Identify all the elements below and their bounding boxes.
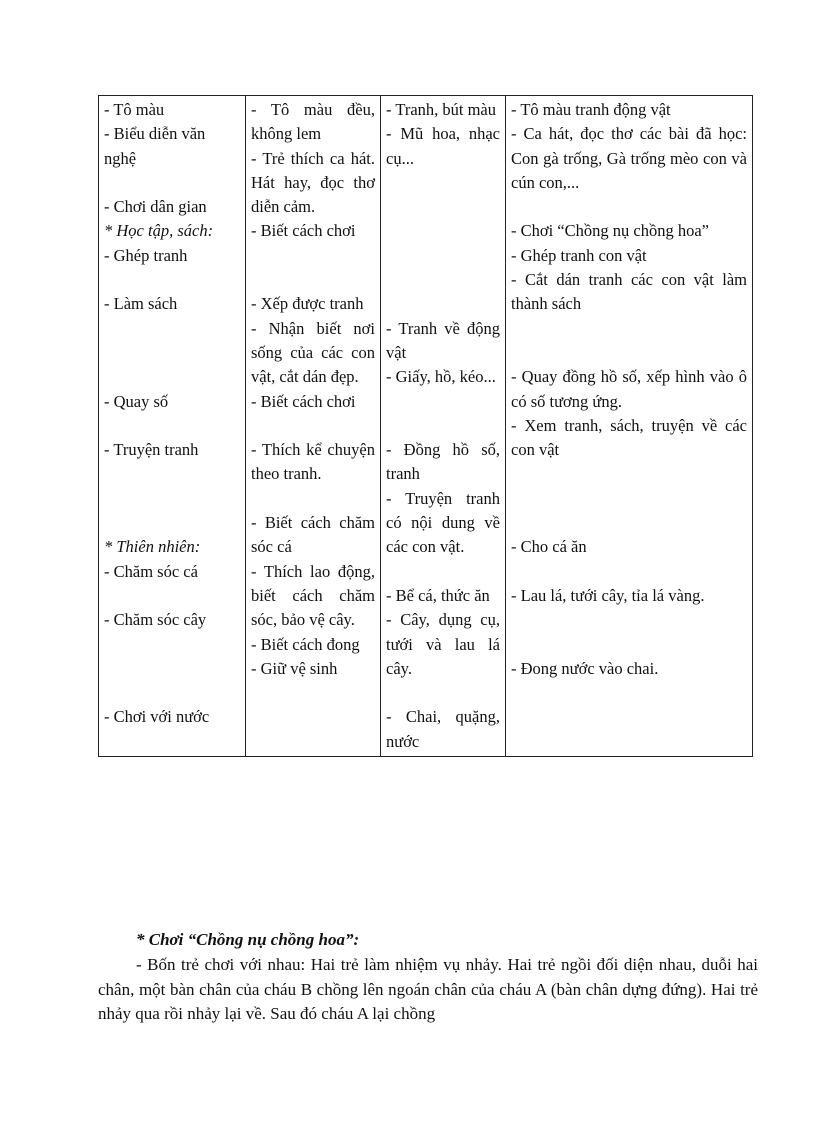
material-item: - Bể cá, thức ăn: [386, 585, 490, 605]
content-item: - Xem tranh, sách, truyện về các con vật: [511, 415, 747, 460]
activity-item: - Biểu diễn văn nghệ: [104, 124, 206, 168]
section-label: * Thiên nhiên:: [104, 537, 201, 557]
content-item: - Lau lá, tưới cây, tỉa lá vàng.: [511, 585, 705, 605]
goal-item: - Tô màu đều, không lem: [251, 100, 375, 144]
content-item: - Quay đồng hồ số, xếp hình vào ô có số tương ứng.: [511, 367, 747, 411]
section-label: * Học tập, sách:: [104, 221, 214, 241]
material-item: - Mũ hoa, nhạc cụ...: [386, 124, 500, 168]
goal-item: - Biết cách chơi: [251, 391, 356, 411]
goal-item: - Giữ vệ sinh: [251, 658, 338, 678]
material-item: - Cây, dụng cụ, tưới và lau lá cây.: [386, 610, 500, 678]
game-heading: * Chơi “Chồng nụ chồng hoa”:: [136, 930, 360, 949]
goal-item: - Trẻ thích ca hát. Hát hay, đọc thơ diễn cảm.: [251, 148, 375, 217]
material-item: - Đồng hồ số, tranh: [386, 440, 500, 484]
activity-item: - Làm sách: [104, 294, 178, 314]
content-item: - Đong nước vào chai.: [511, 658, 659, 678]
content-item: - Cắt dán tranh các con vật làm thành sách: [511, 270, 747, 314]
content-column: [506, 96, 753, 757]
activity-item: - Truyện tranh: [104, 440, 199, 460]
activity-item: - Tô màu: [104, 100, 165, 119]
goal-item: - Thích lao động, biết cách chăm sóc, bảo vệ cây.: [251, 561, 375, 630]
material-item: - Tranh về động vật: [386, 318, 500, 362]
material-item: - Giấy, hồ, kéo...: [386, 367, 496, 387]
content-item: - Ghép tranh con vật: [511, 245, 647, 265]
material-item: - Truyện tranh có nội dung về các con vật.: [386, 488, 500, 557]
goal-item: - Biết cách chăm sóc cá: [251, 513, 375, 557]
material-column: [381, 96, 506, 757]
content-item: - Tô màu tranh động vật: [511, 100, 671, 119]
content-item: - Chơi “Chồng nụ chồng hoa”: [511, 221, 709, 241]
goal-item: - Biết cách đong: [251, 634, 360, 654]
goal-item: - Biết cách chơi: [251, 221, 356, 241]
goal-item: - Xếp được tranh: [251, 294, 364, 314]
content-item: - Ca hát, đọc thơ các bài đã học: Con gà trống, Gà trống mèo con và cún con,...: [511, 124, 747, 192]
activity-item: - Chơi với nước: [104, 707, 210, 727]
activity-item: - Chơi dân gian: [104, 197, 207, 217]
activity-item: - Chăm sóc cá: [104, 561, 198, 581]
activity-item: - Chăm sóc cây: [104, 610, 207, 630]
content-item: - Cho cá ăn: [511, 537, 587, 557]
game-description: - Bốn trẻ chơi với nhau: Hai trẻ làm nhiệm vụ nhảy. Hai trẻ ngồi đối diện nhau, duỗi hai chân, một bàn chân của cháu B chồng lên ngoán chân của cháu A (bàn chân dựng đứng). Hai trẻ nhảy qua rồi nhảy lại về. Sau đó cháu A lại chồng: [98, 955, 758, 1023]
goal-item: - Nhận biết nơi sống của các con vật, cắt dán đẹp.: [251, 318, 375, 387]
goal-item: - Thích kể chuyện theo tranh.: [251, 440, 375, 484]
goal-column: [246, 96, 381, 757]
activity-column: [99, 96, 246, 757]
activity-table: [98, 95, 753, 757]
material-item: - Chai, quặng, nước: [386, 707, 500, 751]
table-row: [99, 96, 753, 757]
material-item: - Tranh, bút màu: [386, 100, 497, 119]
activity-item: - Quay số: [104, 391, 169, 411]
activity-item: - Ghép tranh: [104, 245, 188, 265]
